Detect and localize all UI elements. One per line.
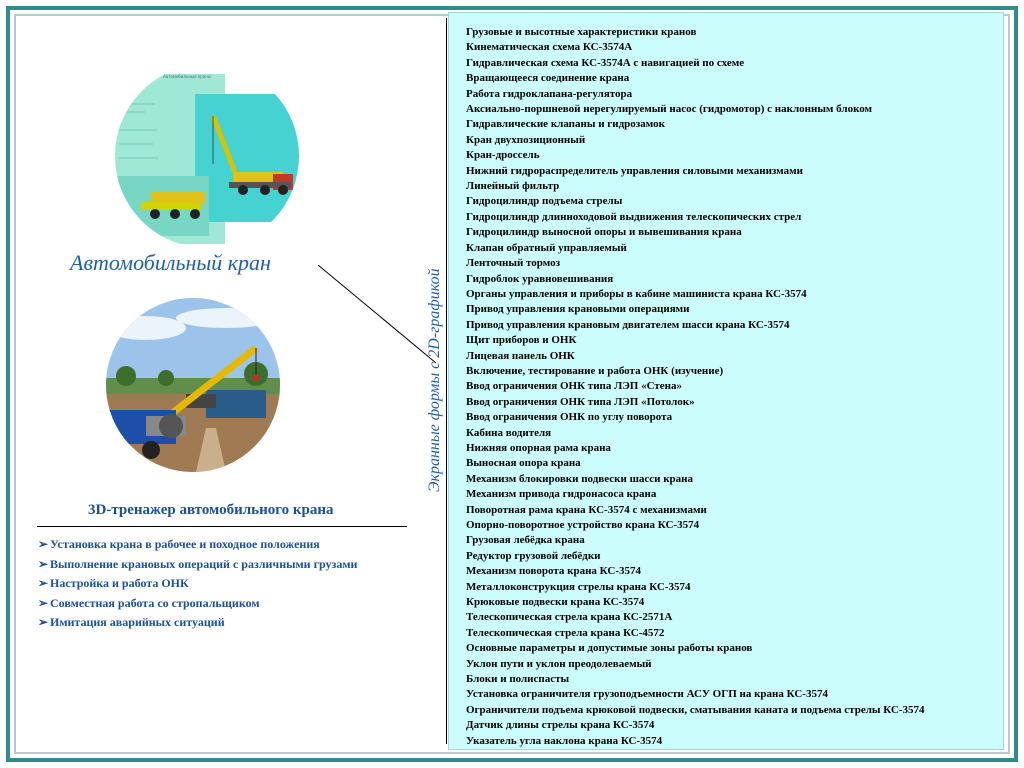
topic-item[interactable]: Лицевая панель ОНК xyxy=(466,349,575,362)
list-item: ➢ Выполнение крановых операций с различными грузами xyxy=(38,555,357,575)
topic-item[interactable]: Опорно-поворотное устройство крана КС-3574 xyxy=(466,519,700,531)
topic-item[interactable]: Ввод ограничения ОНК типа ЛЭП «Стена» xyxy=(466,380,683,393)
topic-item[interactable]: Кран двухпозиционный xyxy=(466,133,586,146)
topic-item[interactable]: Аксиально-поршневой нерегулируемый насос (гидромотор) с наклонным блоком xyxy=(466,103,873,116)
simulator-title: 3D-тренажер автомобильного крана xyxy=(88,502,334,518)
topics-list xyxy=(449,13,1003,749)
list-item: ➢ Совместная работа со стропальщиком xyxy=(38,594,357,614)
topic-item[interactable]: Механизм привода гидронасоса крана xyxy=(466,488,657,501)
list-item: ➢ Имитация аварийных ситуаций xyxy=(38,613,357,633)
list-item: ➢ Установка крана в рабочее и походное положения xyxy=(38,535,357,555)
topic-item[interactable]: Металлоконструкция стрелы крана КС-3574 xyxy=(466,580,691,593)
topic-item[interactable]: Основные параметры и допустимые зоны работы кранов xyxy=(466,642,753,655)
topic-item[interactable]: Кабина водителя xyxy=(466,426,552,439)
divider-line xyxy=(37,526,407,527)
topic-item[interactable]: Телескопическая стрела крана КС-4572 xyxy=(466,626,665,639)
topic-item[interactable]: Работа гидроклапана-регулятора xyxy=(466,87,633,100)
topic-item[interactable]: Ограничители подъема крюковой подвески, сматывания каната и подъема стрелы КС-3574 xyxy=(466,703,925,716)
topic-item[interactable]: Блоки и полиспасты xyxy=(466,673,570,686)
topic-item[interactable]: Привод управления крановым двигателем шасси крана КС-3574 xyxy=(466,318,790,331)
topic-item[interactable]: Ввод ограничения ОНК по углу поворота xyxy=(466,411,673,424)
features-list xyxy=(38,535,357,633)
topic-item[interactable]: Грузовая лебёдка крана xyxy=(466,534,585,547)
crane-2d-illustration xyxy=(115,64,299,248)
topic-item[interactable]: Выносная опора крана xyxy=(466,457,581,470)
topic-item[interactable]: Гидроблок уравновешивания xyxy=(466,272,614,285)
topic-item[interactable]: Механизм поворота крана КС-3574 xyxy=(466,565,641,578)
topic-item[interactable]: Клапан обратный управляемый xyxy=(466,241,627,254)
topic-item[interactable]: Кинематическая схема КС-3574А xyxy=(466,41,633,54)
topic-item[interactable]: Поворотная рама крана КС-3574 с механизмами xyxy=(466,503,707,516)
topic-item[interactable]: Указатель угла наклона крана КС-3574 xyxy=(466,734,663,747)
topic-item[interactable]: Ввод ограничения ОНК типа ЛЭП «Потолок» xyxy=(466,395,695,408)
topic-item[interactable]: Телескопическая стрела крана КС-2571А xyxy=(466,611,673,624)
topic-item[interactable]: Механизм блокировки подвески шасси крана xyxy=(466,472,694,485)
arrow-bullet-icon: ➢ xyxy=(38,537,49,551)
topic-item[interactable]: Крюковые подвески крана КС-3574 xyxy=(466,596,645,609)
topic-item[interactable]: Щит приборов и ОНК xyxy=(466,334,577,347)
topic-item[interactable]: Кран-дроссель xyxy=(466,149,540,162)
arrow-bullet-icon: ➢ xyxy=(38,615,49,629)
arrow-bullet-icon: ➢ xyxy=(38,576,49,590)
vertical-section-title: Экранные формы с 2D-графикой xyxy=(426,268,443,492)
topic-item[interactable]: Нижний гидрораспределитель управления силовыми механизмами xyxy=(466,164,803,177)
topic-item[interactable]: Органы управления и приборы в кабине машиниста крана КС-3574 xyxy=(466,287,807,300)
topic-item[interactable]: Грузовые и высотные характеристики кранов xyxy=(466,26,697,38)
topic-item[interactable]: Датчик длины стрелы крана КС-3574 xyxy=(466,719,655,732)
list-item: ➢ Настройка и работа ОНК xyxy=(38,574,357,594)
topic-item[interactable]: Привод управления крановыми операциями xyxy=(466,303,690,316)
crane-title: Автомобильный кран xyxy=(70,250,271,275)
topic-item[interactable]: Гидроцилиндр выносной опоры и вывешивания крана xyxy=(466,226,742,239)
topic-item[interactable]: Вращающееся соединение крана xyxy=(466,72,630,85)
topic-item[interactable]: Нижняя опорная рама крана xyxy=(466,441,611,454)
thumbnail-3d-simulator[interactable] xyxy=(106,298,280,472)
thumb-2d-caption: Автомобильные краны xyxy=(163,74,212,79)
topics-panel xyxy=(448,12,1004,750)
connector-line xyxy=(318,265,436,365)
topic-item[interactable]: Гидравлическая схема КС-3574А с навигацией по схеме xyxy=(466,56,745,69)
vertical-divider xyxy=(446,18,447,744)
topic-item[interactable]: Уклон пути и уклон преодолеваемый xyxy=(466,657,652,670)
arrow-bullet-icon: ➢ xyxy=(38,595,49,610)
thumbnail-2d-screens[interactable] xyxy=(115,64,299,248)
arrow-bullet-icon: ➢ xyxy=(38,556,49,571)
topic-item[interactable]: Гидравлические клапаны и гидрозамок xyxy=(466,118,665,131)
topic-item[interactable]: Установка ограничителя грузоподъемности АСУ ОГП на крана КС-3574 xyxy=(466,688,828,701)
topic-item[interactable]: Гидроцилиндр подъема стрелы xyxy=(466,195,623,208)
topic-item[interactable]: Линейный фильтр xyxy=(466,180,560,193)
topic-item[interactable]: Гидроцилиндр длинноходовой выдвижения телескопических стрел xyxy=(466,210,802,223)
topic-item[interactable]: Включение, тестирование и работа ОНК (изучение) xyxy=(466,364,724,377)
topic-item[interactable]: Редуктор грузовой лебёдки xyxy=(466,549,601,562)
crane-3d-illustration xyxy=(106,298,280,472)
topic-item[interactable]: Ленточный тормоз xyxy=(466,257,561,270)
